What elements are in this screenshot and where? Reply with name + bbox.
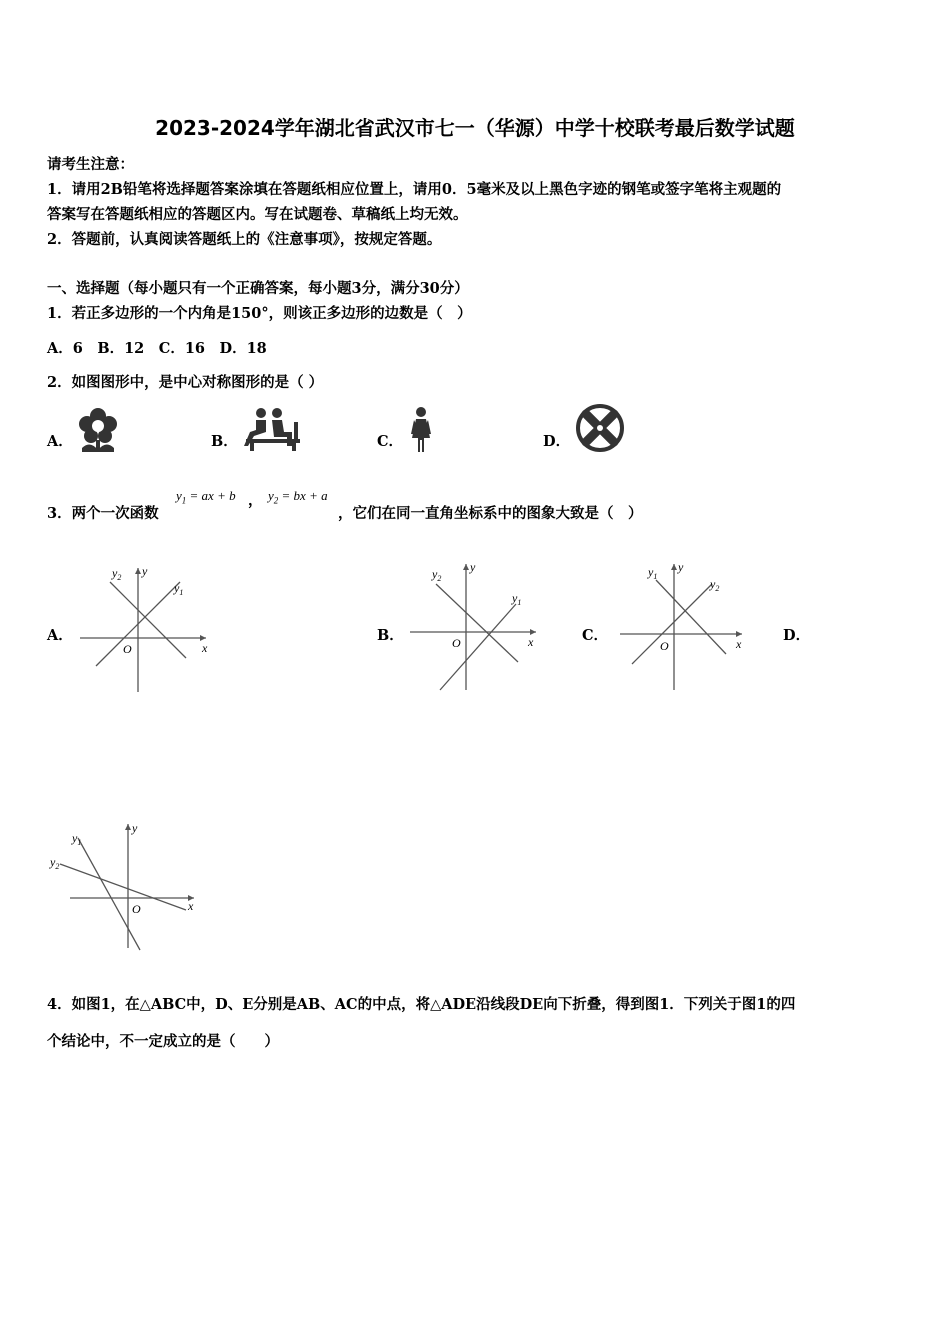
question-3-option-a-label: A．	[47, 627, 73, 644]
question-2-option-b-label: B．	[211, 433, 238, 450]
y2-label: $y_2$	[432, 567, 442, 583]
graph-option-b	[406, 558, 556, 698]
x-axis-label: x	[528, 635, 534, 649]
x-axis-label: x	[188, 899, 194, 913]
origin-label: O	[123, 642, 132, 656]
question-3-option-d-label: D．	[783, 627, 811, 644]
line-y1	[78, 838, 140, 950]
y2-label: $y_2$	[50, 855, 60, 871]
notice-item-1-line-2: 答案写在答题纸相应的答题区内。写在试题卷、草稿纸上均无效。	[47, 206, 468, 223]
graph-option-d	[48, 818, 208, 954]
notice-heading: 请考生注意：	[47, 156, 134, 173]
function-2-formula: $y_2$ = bx + a	[268, 488, 328, 506]
ball-icon	[574, 403, 626, 453]
person-icon	[408, 406, 434, 454]
question-2-option-d-label: D．	[543, 433, 571, 450]
question-4-line-1: 4．如图1，在△ABC中，D、E分别是AB、AC的中点，将△ADE沿线段DE向下折叠，得到图1．下列关于图1的四	[47, 996, 796, 1013]
question-3-stem-pre: 3．两个一次函数	[47, 505, 159, 522]
question-3-option-c-label: C．	[582, 627, 609, 644]
y1-label: $y_1$	[648, 565, 658, 581]
question-1-stem: 1．若正多边形的一个内角是150°，则该正多边形的边数是（ ）	[47, 305, 472, 322]
notice-item-2: 2．答题前，认真阅读答题纸上的《注意事项》，按规定答题。	[47, 231, 442, 248]
x-axis-label: x	[202, 641, 208, 655]
graph-option-c	[616, 558, 756, 698]
function-1-formula: $y_1$ = ax + b	[176, 488, 236, 506]
y1-label: $y_1$	[72, 831, 82, 847]
y2-label: $y_2$	[710, 577, 720, 593]
y2-label: $y_2$	[112, 566, 122, 582]
origin-label: O	[452, 636, 461, 650]
question-3-option-b-label: B．	[377, 627, 404, 644]
origin-label: O	[132, 902, 141, 916]
question-2-option-a-label: A．	[47, 433, 73, 450]
section-heading: 一、选择题（每小题只有一个正确答案，每小题3分，满分30分）	[47, 280, 469, 297]
question-2-option-c-label: C．	[377, 433, 404, 450]
bench-people-icon	[244, 406, 302, 452]
y-axis-label: y	[678, 560, 684, 574]
line-y2	[436, 584, 518, 662]
line-y2	[60, 864, 186, 910]
y-axis-label: y	[142, 564, 148, 578]
function-separator: ，	[248, 492, 263, 509]
notice-item-1-line-1: 1．请用2B铅笔将选择题答案涂填在答题纸相应位置上，请用0．5毫米及以上黑色字迹的钢笔或签字笔将主观题的	[47, 181, 782, 198]
question-3-stem-post: ，它们在同一直角坐标系中的图象大致是（ ）	[338, 505, 643, 522]
y1-label: $y_1$	[512, 591, 522, 607]
y-axis-label: y	[132, 821, 138, 835]
question-1-options: A．6 B．12 C．16 D．18	[47, 340, 267, 357]
page-title: 2023-2024学年湖北省武汉市七一（华源）中学十校联考最后数学试题	[155, 116, 795, 140]
flower-icon	[76, 406, 120, 454]
x-axis-label: x	[736, 637, 742, 651]
question-2-stem: 2．如图图形中，是中心对称图形的是（ ）	[47, 374, 324, 391]
y-axis-label: y	[470, 560, 476, 574]
graph-option-a	[76, 560, 216, 700]
y1-label: $y_1$	[174, 581, 184, 597]
origin-label: O	[660, 639, 669, 653]
question-4-line-2: 个结论中，不一定成立的是（ ）	[47, 1033, 279, 1050]
